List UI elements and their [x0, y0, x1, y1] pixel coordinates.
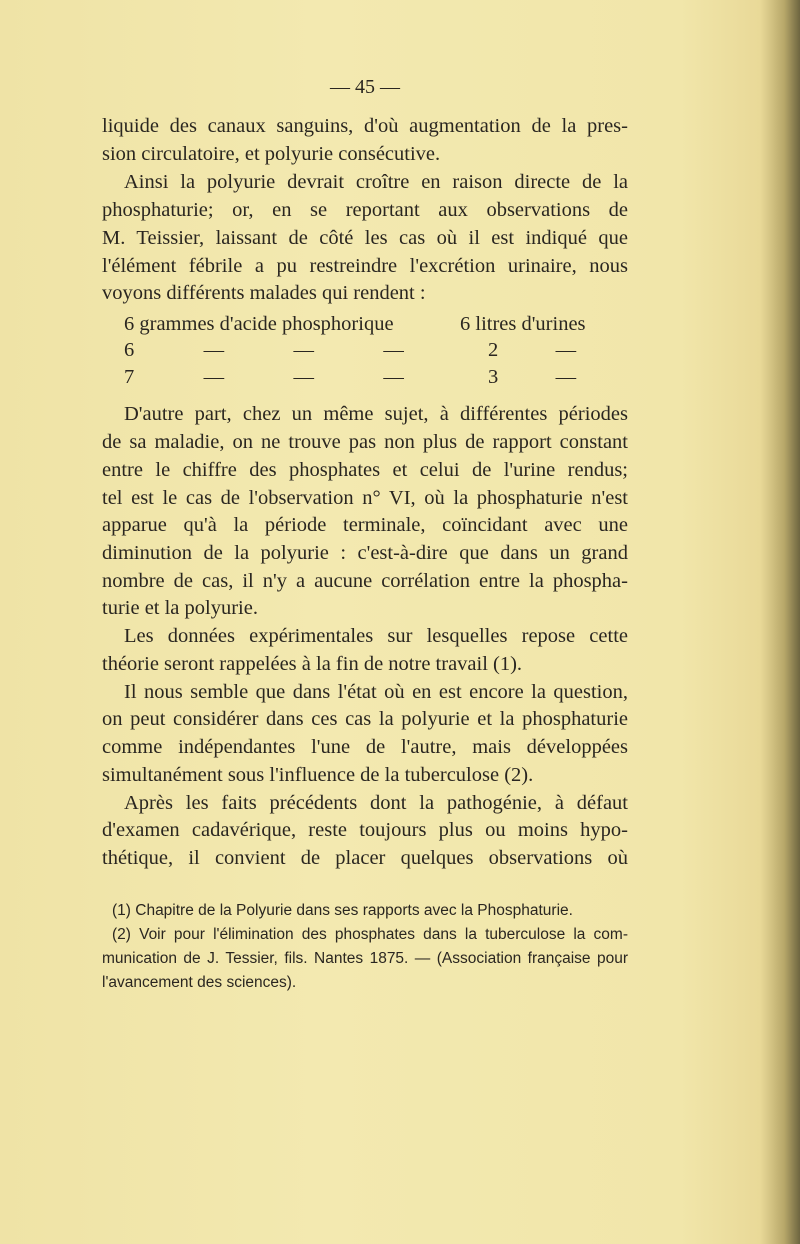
text-line: on peut considérer dans ces cas la polyurie et la phosphaturie [102, 708, 628, 730]
text-line: comme indépendantes l'une de l'autre, mais développées [102, 736, 628, 758]
text-line: M. Teissier, laissant de côté les cas où il est indiqué que [102, 227, 628, 249]
text-line: turie et la polyurie. [102, 597, 258, 619]
text-line: Ainsi la polyurie devrait croître en raison directe de la [124, 171, 628, 193]
page-number: — 45 — [330, 76, 400, 98]
text-line: diminution de la polyurie : c'est-à-dire que dans un grand [102, 542, 628, 564]
text-line: Après les faits précédents dont la pathogénie, à défaut [124, 792, 628, 814]
table-left: 6 — — — [124, 339, 404, 361]
text-line: Il nous semble que dans l'état où en est encore la question, [124, 681, 628, 703]
text-line: D'autre part, chez un même sujet, à différentes périodes [124, 403, 628, 425]
table-right: 6 litres d'urines [460, 313, 586, 335]
text-line: d'examen cadavérique, reste toujours plus ou moins hypo- [102, 819, 628, 841]
text-line: tel est le cas de l'observation n° VI, où la phosphaturie n'est [102, 487, 628, 509]
text-line: l'élément fébrile a pu restreindre l'excrétion urinaire, nous [102, 255, 628, 277]
text-line: simultanément sous l'influence de la tuberculose (2). [102, 764, 534, 786]
table-left: 7 — — — [124, 366, 404, 388]
table-right: 2 — [488, 339, 577, 361]
footnote: (2) Voir pour l'élimination des phosphates dans la tuberculose la com- [112, 926, 628, 943]
text-line: voyons différents malades qui rendent : [102, 282, 426, 304]
text-line: nombre de cas, il n'y a aucune corrélation entre la phospha- [102, 570, 628, 592]
footnote: l'avancement des sciences). [102, 974, 297, 991]
footnote: (1) Chapitre de la Polyurie dans ses rapports avec la Phosphaturie. [112, 902, 573, 919]
text-line: thétique, il convient de placer quelques observations où [102, 847, 628, 869]
text-line: apparue qu'à la période terminale, coïncidant avec une [102, 514, 628, 536]
text-line: liquide des canaux sanguins, d'où augmentation de la pres- [102, 115, 628, 137]
table-left: 6 grammes d'acide phosphorique [124, 313, 394, 335]
text-line: Les données expérimentales sur lesquelles repose cette [124, 625, 628, 647]
text-line: sion circulatoire, et polyurie consécutive. [102, 143, 441, 165]
text-line: entre le chiffre des phosphates et celui de l'urine rendus; [102, 459, 628, 481]
table-right: 3 — [488, 366, 577, 388]
text-line: de sa maladie, on ne trouve pas non plus de rapport constant [102, 431, 628, 453]
text-line: phosphaturie; or, en se reportant aux observations de [102, 199, 628, 221]
text-line: théorie seront rappelées à la fin de notre travail (1). [102, 653, 523, 675]
footnote: munication de J. Tessier, fils. Nantes 1875. — (Association française pour [102, 950, 628, 967]
